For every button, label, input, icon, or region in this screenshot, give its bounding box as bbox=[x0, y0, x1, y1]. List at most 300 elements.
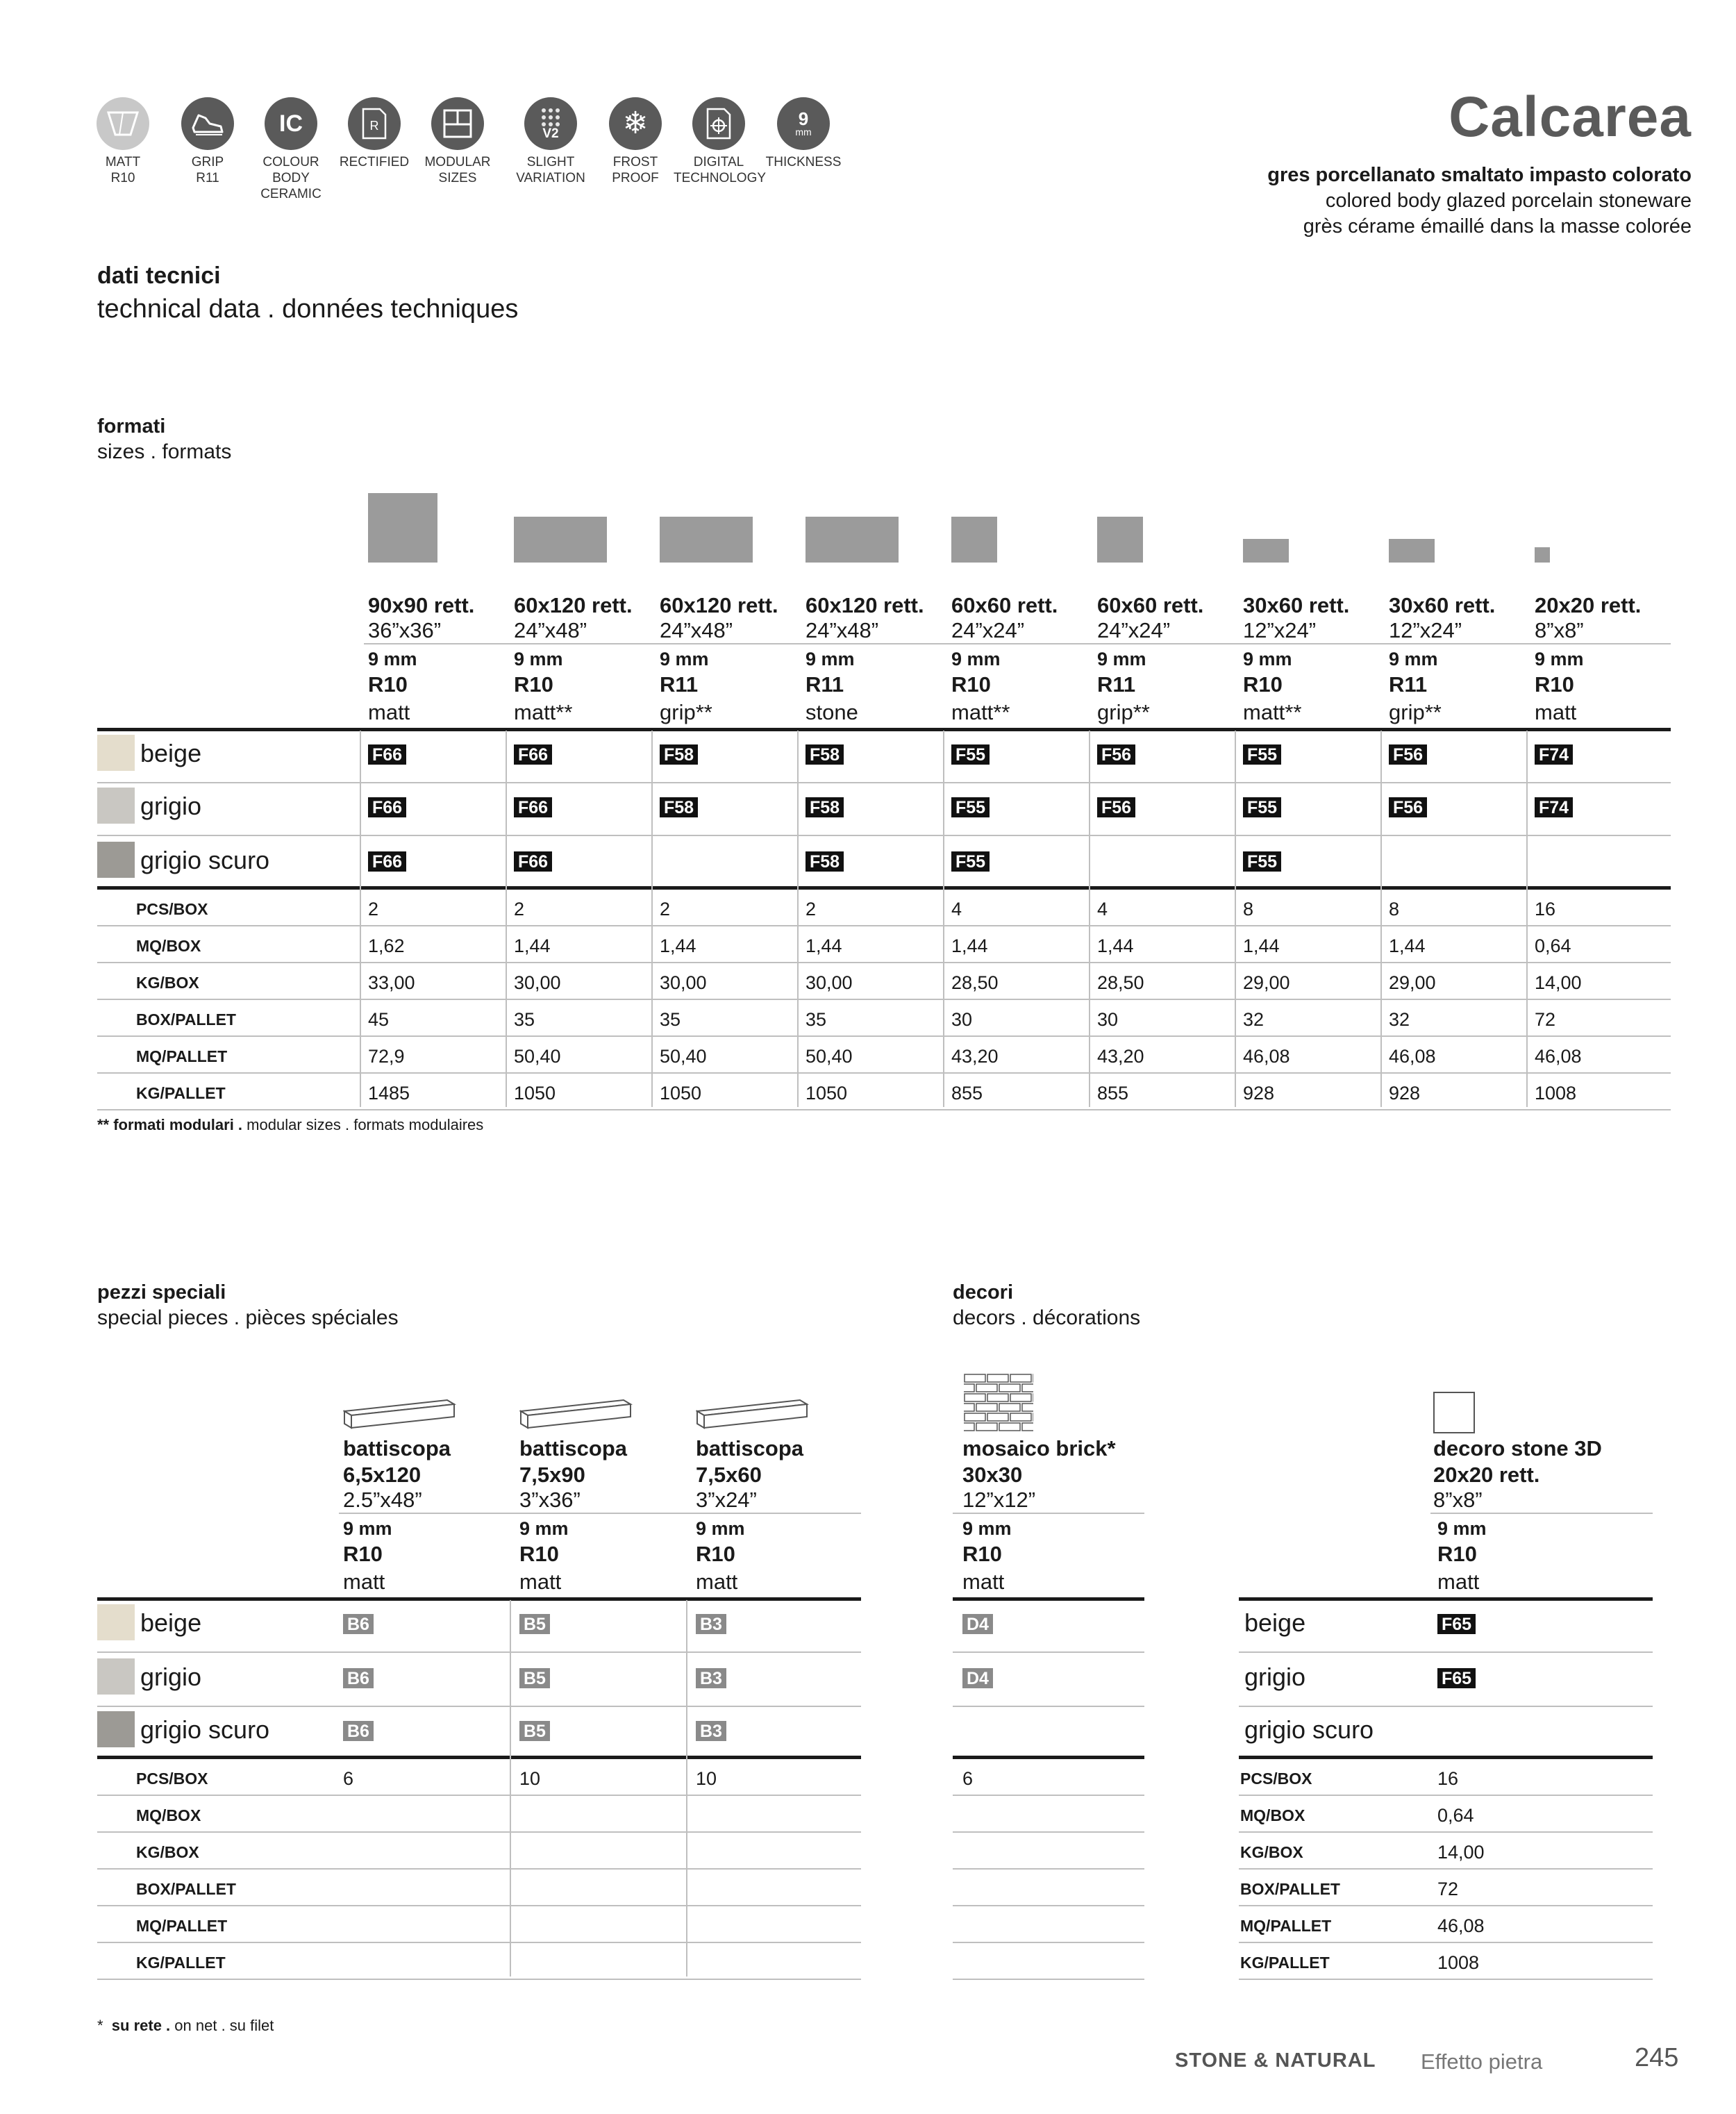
piece-size: 7,5x60 bbox=[696, 1463, 762, 1487]
table-top-rule bbox=[97, 1597, 861, 1601]
row-value: 1008 bbox=[1437, 1952, 1480, 1973]
row-label: KG/PALLET bbox=[1240, 1954, 1330, 1972]
format-shape bbox=[368, 493, 437, 563]
row-divider bbox=[953, 1651, 1144, 1653]
thickness-icon bbox=[777, 97, 830, 150]
row-value: 30,00 bbox=[660, 972, 707, 993]
row-divider bbox=[97, 999, 1671, 1000]
article-code: F55 bbox=[951, 851, 990, 872]
format-size: 60x120 rett. bbox=[660, 593, 778, 617]
article-code: F66 bbox=[368, 744, 406, 765]
format-shape bbox=[1535, 547, 1550, 563]
row-label: KG/BOX bbox=[136, 1843, 199, 1861]
row-label: MQ/BOX bbox=[136, 1806, 201, 1824]
piece-inch: 2.5”x48” bbox=[343, 1488, 422, 1512]
article-code: F66 bbox=[368, 851, 406, 872]
article-code: B6 bbox=[343, 1721, 374, 1741]
article-code: F66 bbox=[514, 851, 552, 872]
grip-icon bbox=[181, 97, 234, 150]
row-divider bbox=[1239, 1868, 1653, 1870]
format-inch: 8”x8” bbox=[1535, 618, 1584, 642]
piece-finish: matt bbox=[696, 1570, 738, 1594]
format-thickness: 9 mm bbox=[660, 649, 709, 669]
piece-inch: 3”x24” bbox=[696, 1488, 757, 1512]
color-name: grigio scuro bbox=[140, 846, 270, 874]
matt-icon-label1: MATT bbox=[105, 155, 141, 169]
article-code: F56 bbox=[1097, 744, 1135, 765]
format-size: 30x60 rett. bbox=[1243, 593, 1350, 617]
format-finish: matt** bbox=[1243, 700, 1302, 724]
row-value: 32 bbox=[1389, 1009, 1410, 1030]
table-mid-rule bbox=[97, 1756, 861, 1759]
column-divider bbox=[506, 731, 507, 1107]
stone-thickness: 9 mm bbox=[1437, 1518, 1487, 1539]
row-value: 72 bbox=[1535, 1009, 1556, 1030]
format-size: 60x120 rett. bbox=[806, 593, 924, 617]
format-thickness: 9 mm bbox=[1535, 649, 1584, 669]
row-divider bbox=[97, 835, 1671, 836]
format-finish: matt** bbox=[951, 700, 1010, 724]
subtitle-fr: grès cérame émaillé dans la masse colorée bbox=[1303, 215, 1692, 238]
row-value: 35 bbox=[514, 1009, 535, 1030]
article-code: B6 bbox=[343, 1614, 374, 1634]
format-inch: 24”x24” bbox=[951, 618, 1025, 642]
row-value: 29,00 bbox=[1389, 972, 1436, 993]
skirting-pictogram bbox=[519, 1392, 633, 1433]
row-value: 30 bbox=[1097, 1009, 1119, 1030]
row-label: MQ/BOX bbox=[1240, 1806, 1305, 1824]
row-divider bbox=[97, 1905, 861, 1906]
row-value: 30,00 bbox=[806, 972, 853, 993]
format-shape bbox=[514, 517, 607, 563]
article-code: F74 bbox=[1535, 744, 1573, 765]
color-name: beige bbox=[140, 1608, 202, 1637]
format-finish: grip** bbox=[660, 700, 712, 724]
mosaic-pcs: 6 bbox=[962, 1768, 974, 1789]
digital-technology-icon-label1: DIGITAL bbox=[693, 155, 744, 169]
matt-icon-label2: R10 bbox=[110, 171, 135, 185]
subtitle-it: gres porcellanato smaltato impasto colorato bbox=[1267, 164, 1692, 186]
row-value: 1050 bbox=[660, 1083, 702, 1104]
row-divider bbox=[97, 1035, 1671, 1037]
grip-icon-label1: GRIP bbox=[191, 155, 224, 169]
piece-slip-rating: R10 bbox=[696, 1542, 735, 1566]
format-inch: 12”x24” bbox=[1389, 618, 1462, 642]
table-top-rule bbox=[953, 1597, 1144, 1601]
colour-body-icon-glyph: IC bbox=[279, 110, 303, 137]
stone-finish: matt bbox=[1437, 1570, 1480, 1594]
color-swatch-beige bbox=[97, 735, 135, 771]
format-slip-rating: R11 bbox=[660, 672, 699, 697]
mosaic-inch: 12”x12” bbox=[962, 1488, 1036, 1512]
row-value: 43,20 bbox=[1097, 1046, 1144, 1067]
piece-finish: matt bbox=[343, 1570, 385, 1594]
row-value: 10 bbox=[519, 1768, 541, 1789]
row-value: 50,40 bbox=[514, 1046, 561, 1067]
format-shape bbox=[951, 517, 997, 563]
footnote-text: on net . su filet bbox=[170, 2017, 274, 2034]
footnote bbox=[97, 2017, 274, 2035]
rectified-glyph: R bbox=[369, 118, 379, 133]
format-inch: 24”x48” bbox=[806, 618, 879, 642]
article-code: F65 bbox=[1437, 1668, 1476, 1688]
row-label: BOX/PALLET bbox=[136, 1010, 236, 1029]
article-code: B5 bbox=[519, 1614, 550, 1634]
decors-title: decori bbox=[953, 1281, 1014, 1304]
row-value: 1485 bbox=[368, 1083, 410, 1104]
format-finish: grip** bbox=[1389, 700, 1442, 724]
article-code: F55 bbox=[1243, 744, 1281, 765]
row-value: 0,64 bbox=[1437, 1805, 1474, 1826]
format-thickness: 9 mm bbox=[368, 649, 417, 669]
formats-subtitle: sizes . formats bbox=[97, 440, 232, 463]
row-divider bbox=[97, 925, 1671, 926]
mosaic-finish: matt bbox=[962, 1570, 1005, 1594]
row-value: 1050 bbox=[806, 1083, 848, 1104]
piece-name: battiscopa bbox=[696, 1436, 804, 1460]
row-divider bbox=[1239, 1942, 1653, 1943]
row-value: 29,00 bbox=[1243, 972, 1290, 993]
footer-category: STONE & NATURAL bbox=[1175, 2049, 1376, 2072]
formats-note-bold: ** formati modulari . bbox=[97, 1116, 243, 1133]
row-value: 14,00 bbox=[1535, 972, 1582, 993]
row-label: KG/BOX bbox=[136, 974, 199, 992]
variation-glyph: V2 bbox=[542, 126, 559, 141]
row-value: 10 bbox=[696, 1768, 717, 1789]
format-slip-rating: R11 bbox=[1097, 672, 1136, 697]
row-label: PCS/BOX bbox=[136, 900, 208, 918]
slight-variation-icon-block bbox=[506, 97, 596, 186]
article-code: D4 bbox=[962, 1614, 993, 1634]
header-divider bbox=[1430, 1513, 1653, 1514]
color-swatch-beige bbox=[97, 1604, 135, 1640]
piece-thickness: 9 mm bbox=[343, 1518, 392, 1539]
color-name: grigio bbox=[140, 792, 202, 820]
piece-name: battiscopa bbox=[343, 1436, 451, 1460]
row-divider bbox=[1239, 1979, 1653, 1980]
footnote-star: * bbox=[97, 2017, 103, 2034]
digital-technology-icon bbox=[692, 97, 745, 150]
row-value: 2 bbox=[514, 899, 525, 919]
row-value: 43,20 bbox=[951, 1046, 999, 1067]
row-divider bbox=[953, 1706, 1144, 1707]
article-code: F66 bbox=[368, 797, 406, 817]
row-value: 1,62 bbox=[368, 935, 405, 956]
colour-body-icon-label3: CERAMIC bbox=[260, 187, 322, 201]
row-label: MQ/PALLET bbox=[1240, 1917, 1332, 1935]
row-label: KG/PALLET bbox=[136, 1084, 226, 1102]
article-code: F65 bbox=[1437, 1614, 1476, 1634]
row-value: 46,08 bbox=[1437, 1915, 1485, 1936]
piece-size: 6,5x120 bbox=[343, 1463, 422, 1487]
page-title: Calcarea bbox=[1449, 85, 1692, 149]
row-label: PCS/BOX bbox=[136, 1770, 208, 1788]
column-divider bbox=[1089, 731, 1090, 1107]
row-divider bbox=[97, 1072, 1671, 1074]
stone-name: decoro stone 3D bbox=[1433, 1436, 1602, 1460]
format-shape bbox=[1389, 539, 1435, 563]
row-value: 1,44 bbox=[806, 935, 842, 956]
row-divider bbox=[97, 1979, 861, 1980]
row-value: 16 bbox=[1535, 899, 1556, 919]
colour-body-icon-block bbox=[246, 97, 336, 202]
format-inch: 24”x48” bbox=[514, 618, 587, 642]
row-divider bbox=[97, 782, 1671, 783]
row-label: KG/BOX bbox=[1240, 1843, 1303, 1861]
grip-icon-block bbox=[162, 97, 253, 186]
formats-title: formati bbox=[97, 415, 166, 438]
row-value: 2 bbox=[368, 899, 379, 919]
row-divider bbox=[1239, 1651, 1653, 1653]
format-size: 30x60 rett. bbox=[1389, 593, 1496, 617]
row-value: 1,44 bbox=[514, 935, 551, 956]
format-finish: matt bbox=[1535, 700, 1577, 724]
row-divider bbox=[953, 1979, 1144, 1980]
article-code: B6 bbox=[343, 1668, 374, 1688]
format-thickness: 9 mm bbox=[806, 649, 855, 669]
column-divider bbox=[651, 731, 653, 1107]
matt-icon-block bbox=[78, 97, 168, 186]
article-code: F55 bbox=[951, 797, 990, 817]
row-value: 1,44 bbox=[1243, 935, 1280, 956]
row-divider bbox=[97, 962, 1671, 963]
format-shape bbox=[1243, 539, 1289, 563]
format-slip-rating: R10 bbox=[951, 672, 991, 697]
frost-proof-icon bbox=[609, 97, 662, 150]
row-divider bbox=[953, 1868, 1144, 1870]
subtitle-en: colored body glazed porcelain stoneware bbox=[1325, 190, 1692, 212]
row-value: 72,9 bbox=[368, 1046, 405, 1067]
header-divider bbox=[339, 1513, 861, 1514]
frost-proof-icon-block bbox=[590, 97, 681, 186]
format-finish: matt bbox=[368, 700, 410, 724]
row-label: MQ/BOX bbox=[136, 937, 201, 955]
article-code: F66 bbox=[514, 744, 552, 765]
table-top-rule bbox=[1239, 1597, 1653, 1601]
format-finish: grip** bbox=[1097, 700, 1150, 724]
row-value: 16 bbox=[1437, 1768, 1459, 1789]
row-label: MQ/PALLET bbox=[136, 1917, 228, 1935]
mosaic-thickness: 9 mm bbox=[962, 1518, 1012, 1539]
row-divider bbox=[97, 1831, 861, 1833]
row-value: 32 bbox=[1243, 1009, 1265, 1030]
piece-thickness: 9 mm bbox=[519, 1518, 569, 1539]
color-swatch-grigio bbox=[97, 788, 135, 824]
table-mid-rule bbox=[97, 886, 1671, 890]
row-value: 50,40 bbox=[660, 1046, 707, 1067]
frost-proof-icon-label2: PROOF bbox=[612, 171, 659, 185]
stone-inch: 8”x8” bbox=[1433, 1488, 1483, 1512]
page-number: 245 bbox=[1635, 2043, 1679, 2072]
row-label: KG/PALLET bbox=[136, 1954, 226, 1972]
row-value: 35 bbox=[660, 1009, 681, 1030]
format-size: 20x20 rett. bbox=[1535, 593, 1642, 617]
format-slip-rating: R10 bbox=[1243, 672, 1283, 697]
decors-subtitle: decors . décorations bbox=[953, 1306, 1141, 1329]
row-value: 35 bbox=[806, 1009, 827, 1030]
row-divider bbox=[97, 1109, 1671, 1110]
article-code: F55 bbox=[1243, 797, 1281, 817]
row-divider bbox=[1239, 1795, 1653, 1796]
color-swatch-grigio bbox=[97, 1658, 135, 1695]
article-code: B3 bbox=[696, 1721, 726, 1741]
format-finish: stone bbox=[806, 700, 858, 724]
formats-note-text: modular sizes . formats modulaires bbox=[242, 1116, 484, 1133]
row-label: PCS/BOX bbox=[1240, 1770, 1312, 1788]
piece-name: battiscopa bbox=[519, 1436, 628, 1460]
slight-variation-icon bbox=[524, 97, 577, 150]
rectified-icon bbox=[348, 97, 401, 150]
section-subtitle: technical data . données techniques bbox=[97, 294, 519, 324]
row-value: 4 bbox=[1097, 899, 1108, 919]
mosaic-size: 30x30 bbox=[962, 1463, 1023, 1487]
grip-icon-label2: R11 bbox=[196, 171, 219, 185]
format-shape bbox=[660, 517, 753, 563]
thickness-icon-glyph: 9 bbox=[798, 108, 809, 129]
piece-inch: 3”x36” bbox=[519, 1488, 581, 1512]
column-divider bbox=[1526, 731, 1528, 1107]
thickness-icon-glyph-unit: mm bbox=[795, 126, 812, 138]
column-divider bbox=[686, 1600, 687, 1976]
row-value: 50,40 bbox=[806, 1046, 853, 1067]
article-code: F55 bbox=[951, 744, 990, 765]
article-code: B5 bbox=[519, 1721, 550, 1741]
mosaic-slip-rating: R10 bbox=[962, 1542, 1002, 1566]
article-code: F58 bbox=[660, 744, 698, 765]
article-code: F66 bbox=[514, 797, 552, 817]
format-slip-rating: R10 bbox=[1535, 672, 1574, 697]
format-inch: 24”x24” bbox=[1097, 618, 1171, 642]
digital-technology-icon-block bbox=[674, 97, 767, 186]
color-name: grigio scuro bbox=[1244, 1715, 1374, 1744]
column-divider bbox=[1380, 731, 1382, 1107]
row-value: 30 bbox=[951, 1009, 973, 1030]
row-value: 1050 bbox=[514, 1083, 556, 1104]
format-thickness: 9 mm bbox=[514, 649, 563, 669]
colour-body-icon-label1: COLOUR bbox=[262, 155, 319, 169]
row-divider bbox=[953, 1795, 1144, 1796]
column-divider bbox=[943, 731, 944, 1107]
modular-sizes-icon-block bbox=[412, 97, 503, 186]
row-value: 0,64 bbox=[1535, 935, 1571, 956]
footnote-bold: su rete . bbox=[111, 2017, 171, 2034]
piece-slip-rating: R10 bbox=[343, 1542, 383, 1566]
article-code: F58 bbox=[806, 744, 844, 765]
modular-sizes-icon bbox=[431, 97, 484, 150]
format-inch: 24”x48” bbox=[660, 618, 733, 642]
row-value: 928 bbox=[1243, 1083, 1275, 1104]
row-value: 855 bbox=[1097, 1083, 1129, 1104]
color-name: grigio bbox=[140, 1663, 202, 1691]
row-divider bbox=[97, 1942, 861, 1943]
article-code: D4 bbox=[962, 1668, 993, 1688]
mosaic-name: mosaico brick* bbox=[962, 1436, 1116, 1460]
row-value: 72 bbox=[1437, 1879, 1459, 1899]
article-code: B3 bbox=[696, 1614, 726, 1634]
row-value: 30,00 bbox=[514, 972, 561, 993]
row-divider bbox=[1239, 1905, 1653, 1906]
row-label: MQ/PALLET bbox=[136, 1047, 228, 1065]
row-value: 46,08 bbox=[1389, 1046, 1436, 1067]
stone-slip-rating: R10 bbox=[1437, 1542, 1477, 1566]
format-thickness: 9 mm bbox=[951, 649, 1001, 669]
row-divider bbox=[953, 1831, 1144, 1833]
format-shape bbox=[1097, 517, 1143, 563]
format-shape bbox=[806, 517, 899, 563]
row-value: 28,50 bbox=[951, 972, 999, 993]
row-divider bbox=[97, 1868, 861, 1870]
piece-slip-rating: R10 bbox=[519, 1542, 559, 1566]
color-swatch-grigio-scuro bbox=[97, 1711, 135, 1747]
format-slip-rating: R11 bbox=[1389, 672, 1428, 697]
row-divider bbox=[1239, 1706, 1653, 1707]
rectified-icon-label1: RECTIFIED bbox=[339, 155, 410, 169]
modular-sizes-icon-label2: SIZES bbox=[438, 171, 477, 185]
color-name: beige bbox=[140, 739, 202, 767]
format-size: 60x60 rett. bbox=[951, 593, 1058, 617]
slight-variation-icon-label1: SLIGHT bbox=[526, 155, 575, 169]
thickness-icon-block bbox=[758, 97, 849, 170]
header-divider bbox=[364, 643, 1671, 644]
stone-3d-pictogram bbox=[1433, 1392, 1475, 1433]
row-value: 4 bbox=[951, 899, 962, 919]
special-subtitle: special pieces . pièces spéciales bbox=[97, 1306, 399, 1329]
matt-icon bbox=[97, 97, 149, 150]
color-name: beige bbox=[1244, 1608, 1306, 1637]
skirting-pictogram bbox=[343, 1392, 457, 1433]
article-code: B5 bbox=[519, 1668, 550, 1688]
digital-technology-icon-label2: TECHNOLOGY bbox=[674, 171, 767, 185]
column-divider bbox=[360, 731, 361, 1107]
article-code: F55 bbox=[1243, 851, 1281, 872]
row-value: 45 bbox=[368, 1009, 390, 1030]
format-slip-rating: R11 bbox=[806, 672, 844, 697]
row-value: 14,00 bbox=[1437, 1842, 1485, 1863]
color-name: grigio bbox=[1244, 1663, 1306, 1691]
special-title: pezzi speciali bbox=[97, 1281, 226, 1304]
footer-subcategory: Effetto pietra bbox=[1421, 2049, 1543, 2074]
skirting-pictogram bbox=[696, 1392, 810, 1433]
row-value: 46,08 bbox=[1243, 1046, 1290, 1067]
row-value: 8 bbox=[1389, 899, 1400, 919]
article-code: F74 bbox=[1535, 797, 1573, 817]
piece-thickness: 9 mm bbox=[696, 1518, 745, 1539]
modular-sizes-icon-label1: MODULAR bbox=[424, 155, 491, 169]
article-code: F58 bbox=[660, 797, 698, 817]
format-inch: 12”x24” bbox=[1243, 618, 1317, 642]
format-size: 60x120 rett. bbox=[514, 593, 633, 617]
format-slip-rating: R10 bbox=[514, 672, 553, 697]
color-name: grigio scuro bbox=[140, 1715, 270, 1744]
piece-size: 7,5x90 bbox=[519, 1463, 585, 1487]
row-value: 8 bbox=[1243, 899, 1254, 919]
section-title: dati tecnici bbox=[97, 263, 221, 289]
row-value: 1008 bbox=[1535, 1083, 1577, 1104]
row-value: 1,44 bbox=[660, 935, 696, 956]
header-divider bbox=[953, 1513, 1144, 1514]
article-code: F56 bbox=[1097, 797, 1135, 817]
mosaic-brick-pictogram bbox=[964, 1374, 1033, 1432]
article-code: F56 bbox=[1389, 797, 1427, 817]
row-label: BOX/PALLET bbox=[1240, 1880, 1340, 1898]
format-finish: matt** bbox=[514, 700, 573, 724]
row-value: 33,00 bbox=[368, 972, 415, 993]
format-size: 60x60 rett. bbox=[1097, 593, 1204, 617]
article-code: B3 bbox=[696, 1668, 726, 1688]
colour-body-icon bbox=[265, 97, 317, 150]
column-divider bbox=[510, 1600, 511, 1976]
frost-proof-icon-label1: FROST bbox=[612, 155, 658, 169]
